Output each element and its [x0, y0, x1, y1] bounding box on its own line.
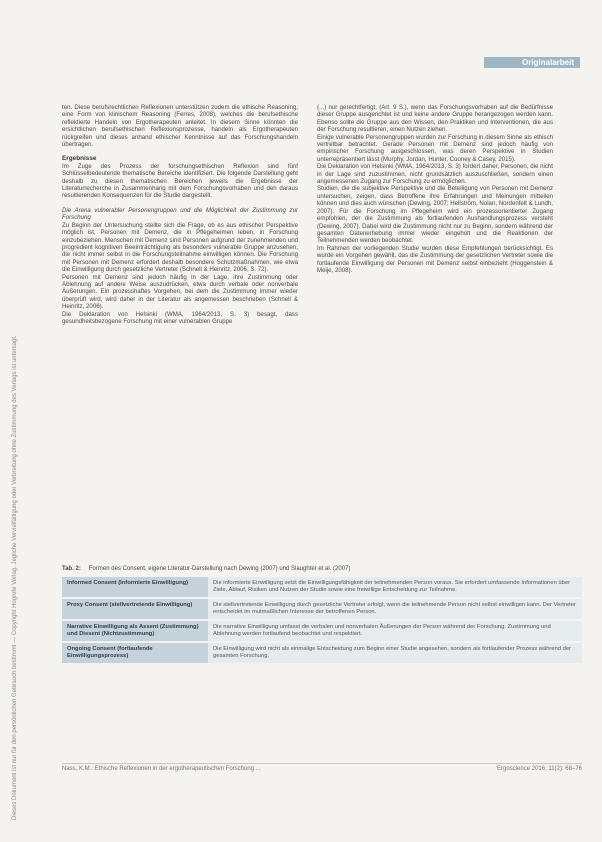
left-column — [62, 104, 298, 325]
table-caption-label: Tab. 2: — [62, 566, 81, 572]
right-column — [317, 104, 553, 274]
table-term-cell: Narrative Einwilligung als Assent (Zustimmung) und Dissent (Nichtzustimmung) — [62, 620, 208, 642]
right-body-paragraph-1: (...) nur gerechtfertigt, (Art. 9 S.), wenn das Forschungsvorhaben auf die Bedürfnisse dieser Gruppe ausgerichtet ist und keine andere Gruppe herangezogen werden kann. Ebenso sollte die Gruppe aus den Wissen, den Praktiken und Interventionen, die aus der Forschung resultieren, einen Nutzen ziehen. — [317, 104, 553, 134]
consent-forms-table — [62, 577, 582, 663]
table-row — [62, 577, 582, 598]
right-body-paragraph-5: Im Rahmen der vorliegenden Studie wurden diese Empfehlungen berücksichtigt. Es wurde ein Vorgehen gewählt, das die Zustimmung der gesetzlichen Vertreter sowie die fortlaufende Einwilligung der Personen mit Demenz selbst einbezieht (Hoggenstein & Meije, 2008). — [317, 244, 553, 274]
table-row — [62, 642, 582, 663]
table-caption — [62, 566, 582, 572]
table-row — [62, 598, 582, 620]
left-body-paragraph-3: Die Deklaration von Helsinki (WMA, 1964/2013, S. 3) besagt, dass gesundheitsbezogene Forschung mit einer vulnerablen Gruppe — [62, 310, 298, 325]
right-body-paragraph-3: Die Deklaration von Helsinki (WMA, 1964/2013, S. 3) fordert daher, Personen, die nicht in der Lage sind zuzustimmen, nicht grundsätzlich auszuschließen, sondern einen angemessenen Zugang zur Forschung zu ermöglichen. — [317, 163, 553, 186]
side-note-text: Dieses Dokument ist nur für den persönlichen Gebrauch bestimmt — Copyright Hogrefe Verlag. Jegliche Vervielfältigung oder Verbreitung ohne Zustimmung des Verlags ist untersagt. — [12, 335, 18, 820]
left-body-paragraph-1: Zu Beginn der Untersuchung stellte sich die Frage, ob es aus ethischer Perspektive möglich ist, Personen mit Demenz, die in Pflegeheimen leben, in Forschung einzubeziehen. Menschen mit Demenz sind Personen aufgrund der zunehmenden und progredient kognitiven Beeinträchtigung als besonders vulnerable Gruppe anzusehen, die nicht immer selbst in die Forschungsteilnahme einwilligen können. Die Forschung mit Personen mit Demenz erfordert deshalb besondere Schutzmaßnahmen, wie etwa die Einwilligung durch gesetzliche Vertreter (Schnell & Heinritz, 2006, S. 72). — [62, 221, 298, 274]
results-paragraph: Im Zuge des Prozess der forschungsethischen Reflexion sind fünf Schlüsselbedeutende thematische Bereiche identifiziert. Die folgende Darstellung geht deshalb zu diesen thematischen Bereichen jeweils die Ergebnisse der Literaturrecherche in Zusammenhang mit dem Forschungsvorhaben und den daraus resultierenden Konsequenzen für die Studie dargestellt. — [62, 162, 298, 200]
table-description-cell: Die informierte Einwilligung setzt die Einwilligungsfähigkeit der teilnehmenden Person voraus. Sie erfordert umfassende Informationen über Ziele, Ablauf, Risiken und Nutzen der Studie sowie eine freiwillige Entscheidung zur Teilnahme. — [208, 577, 582, 598]
table-caption-text: Formen des Consent, eigene Literatur-Darstellung nach Dewing (2007) und Slaughter et al. (2007) — [88, 566, 351, 572]
footer-journal-reference: Ergoscience 2016, 11(2): 68–76 — [497, 766, 582, 772]
right-body-paragraph-2: Einige vulnerable Personengruppen wurden zur Forschung in diesem Sinne als ethisch vertretbar betrachtet. Gerade Personen mit Demenz sind jedoch häufig von empirischer Forschung ausgeschlossen, was deren Perspektive in Studien unterrepräsentiert lässt (Murphy, Jordan, Hunter, Cooney & Casey, 2015). — [317, 133, 553, 163]
table-term-cell: Informed Consent (Informierte Einwilligung) — [62, 577, 208, 598]
table-description-cell: Die Einwilligung wird nicht als einmalige Entscheidung zum Beginn einer Studie angesehen, sondern als fortlaufender Prozess während der gesamten Forschung. — [208, 642, 582, 663]
table-term-cell: Proxy Consent (stellvertretende Einwilligung) — [62, 598, 208, 620]
right-body-paragraph-4: Studien, die die subjektive Perspektive und die Beteiligung von Personen mit Demenz untersuchen, zeigen, dass Betroffene ihre Erfahrungen und Meinungen mitteilen können und dies auch wünschen (Dewing, 2007; Hellström, Nolan, Nordenfelt & Lundh, 2007). Für die Forschung im Pflegeheim wird ein prozessorientierter Zugang empfohlen, der die Zustimmung als fortlaufenden Aushandlungsprozess versteht (Dewing, 2007). Dabei wird die Zustimmung nicht nur zu Beginn, sondern während der gesamten Datenerhebung immer wieder eingeholt und die Reaktionen der Teilnehmenden werden beobachtet. — [317, 185, 553, 245]
subsection-heading: Die Arena vulnerabler Personengruppen und die Möglichkeit der Zustimmung zur Forschung — [62, 206, 298, 222]
footer-citation: Nass, K.M.: Ethische Reflexionen in der ergotherapeutischen Forschung ... — [62, 766, 261, 772]
table-term-cell: Ongoing Consent (fortlaufende Einwilligungsprozess) — [62, 642, 208, 663]
table-description-cell: Die narrative Einwilligung umfasst die verbalen und nonverbalen Äußerungen der Person während der Forschung. Zustimmung und Ablehnung werden fortlaufend beobachtet und respektiert. — [208, 620, 582, 642]
table-row — [62, 620, 582, 642]
section-tab: Originalarbeit — [484, 57, 580, 68]
table-description-cell: Die stellvertretende Einwilligung durch gesetzliche Vertreter erfolgt, wenn die teilnehmende Person nicht selbst einwilligen kann. Der Vertreter entscheidet im mutmaßlichen Interesse der betroffenen Person. — [208, 598, 582, 620]
left-intro-paragraph: ten. Diese berufsrechtlichen Reflexionen unterstützen zudem die ethische Reasoning, eine Form von klinischem Reasoning (Ferres, 2008), welches die berufsethische reflektierte Handeln von Ergotherapeuten anleitet. In diesem Sinne könnten die ersichtlichen berufsethischen Reflexionsprozesse, handeln als Ergotherapeuten rückgreifen und dieses anhand ethischer Kenntnisse auf das Forschungshandeln übertragen. — [62, 104, 298, 149]
footer-divider — [62, 763, 582, 764]
copyright-side-note — [8, 60, 18, 820]
results-heading: Ergebnisse — [62, 155, 97, 163]
left-body-paragraph-2: Personen mit Demenz sind jedoch häufig in der Lage, ihre Zustimmung oder Ablehnung auf andere Weise auszudrücken, etwa durch verbale oder nonverbale Äußerungen. Ein prozesshaftes Vorgehen, bei dem die Zustimmung immer wieder überprüft wird, wird daher in der Literatur als angemessen beschrieben (Schnell & Heinritz, 2006). — [62, 273, 298, 311]
